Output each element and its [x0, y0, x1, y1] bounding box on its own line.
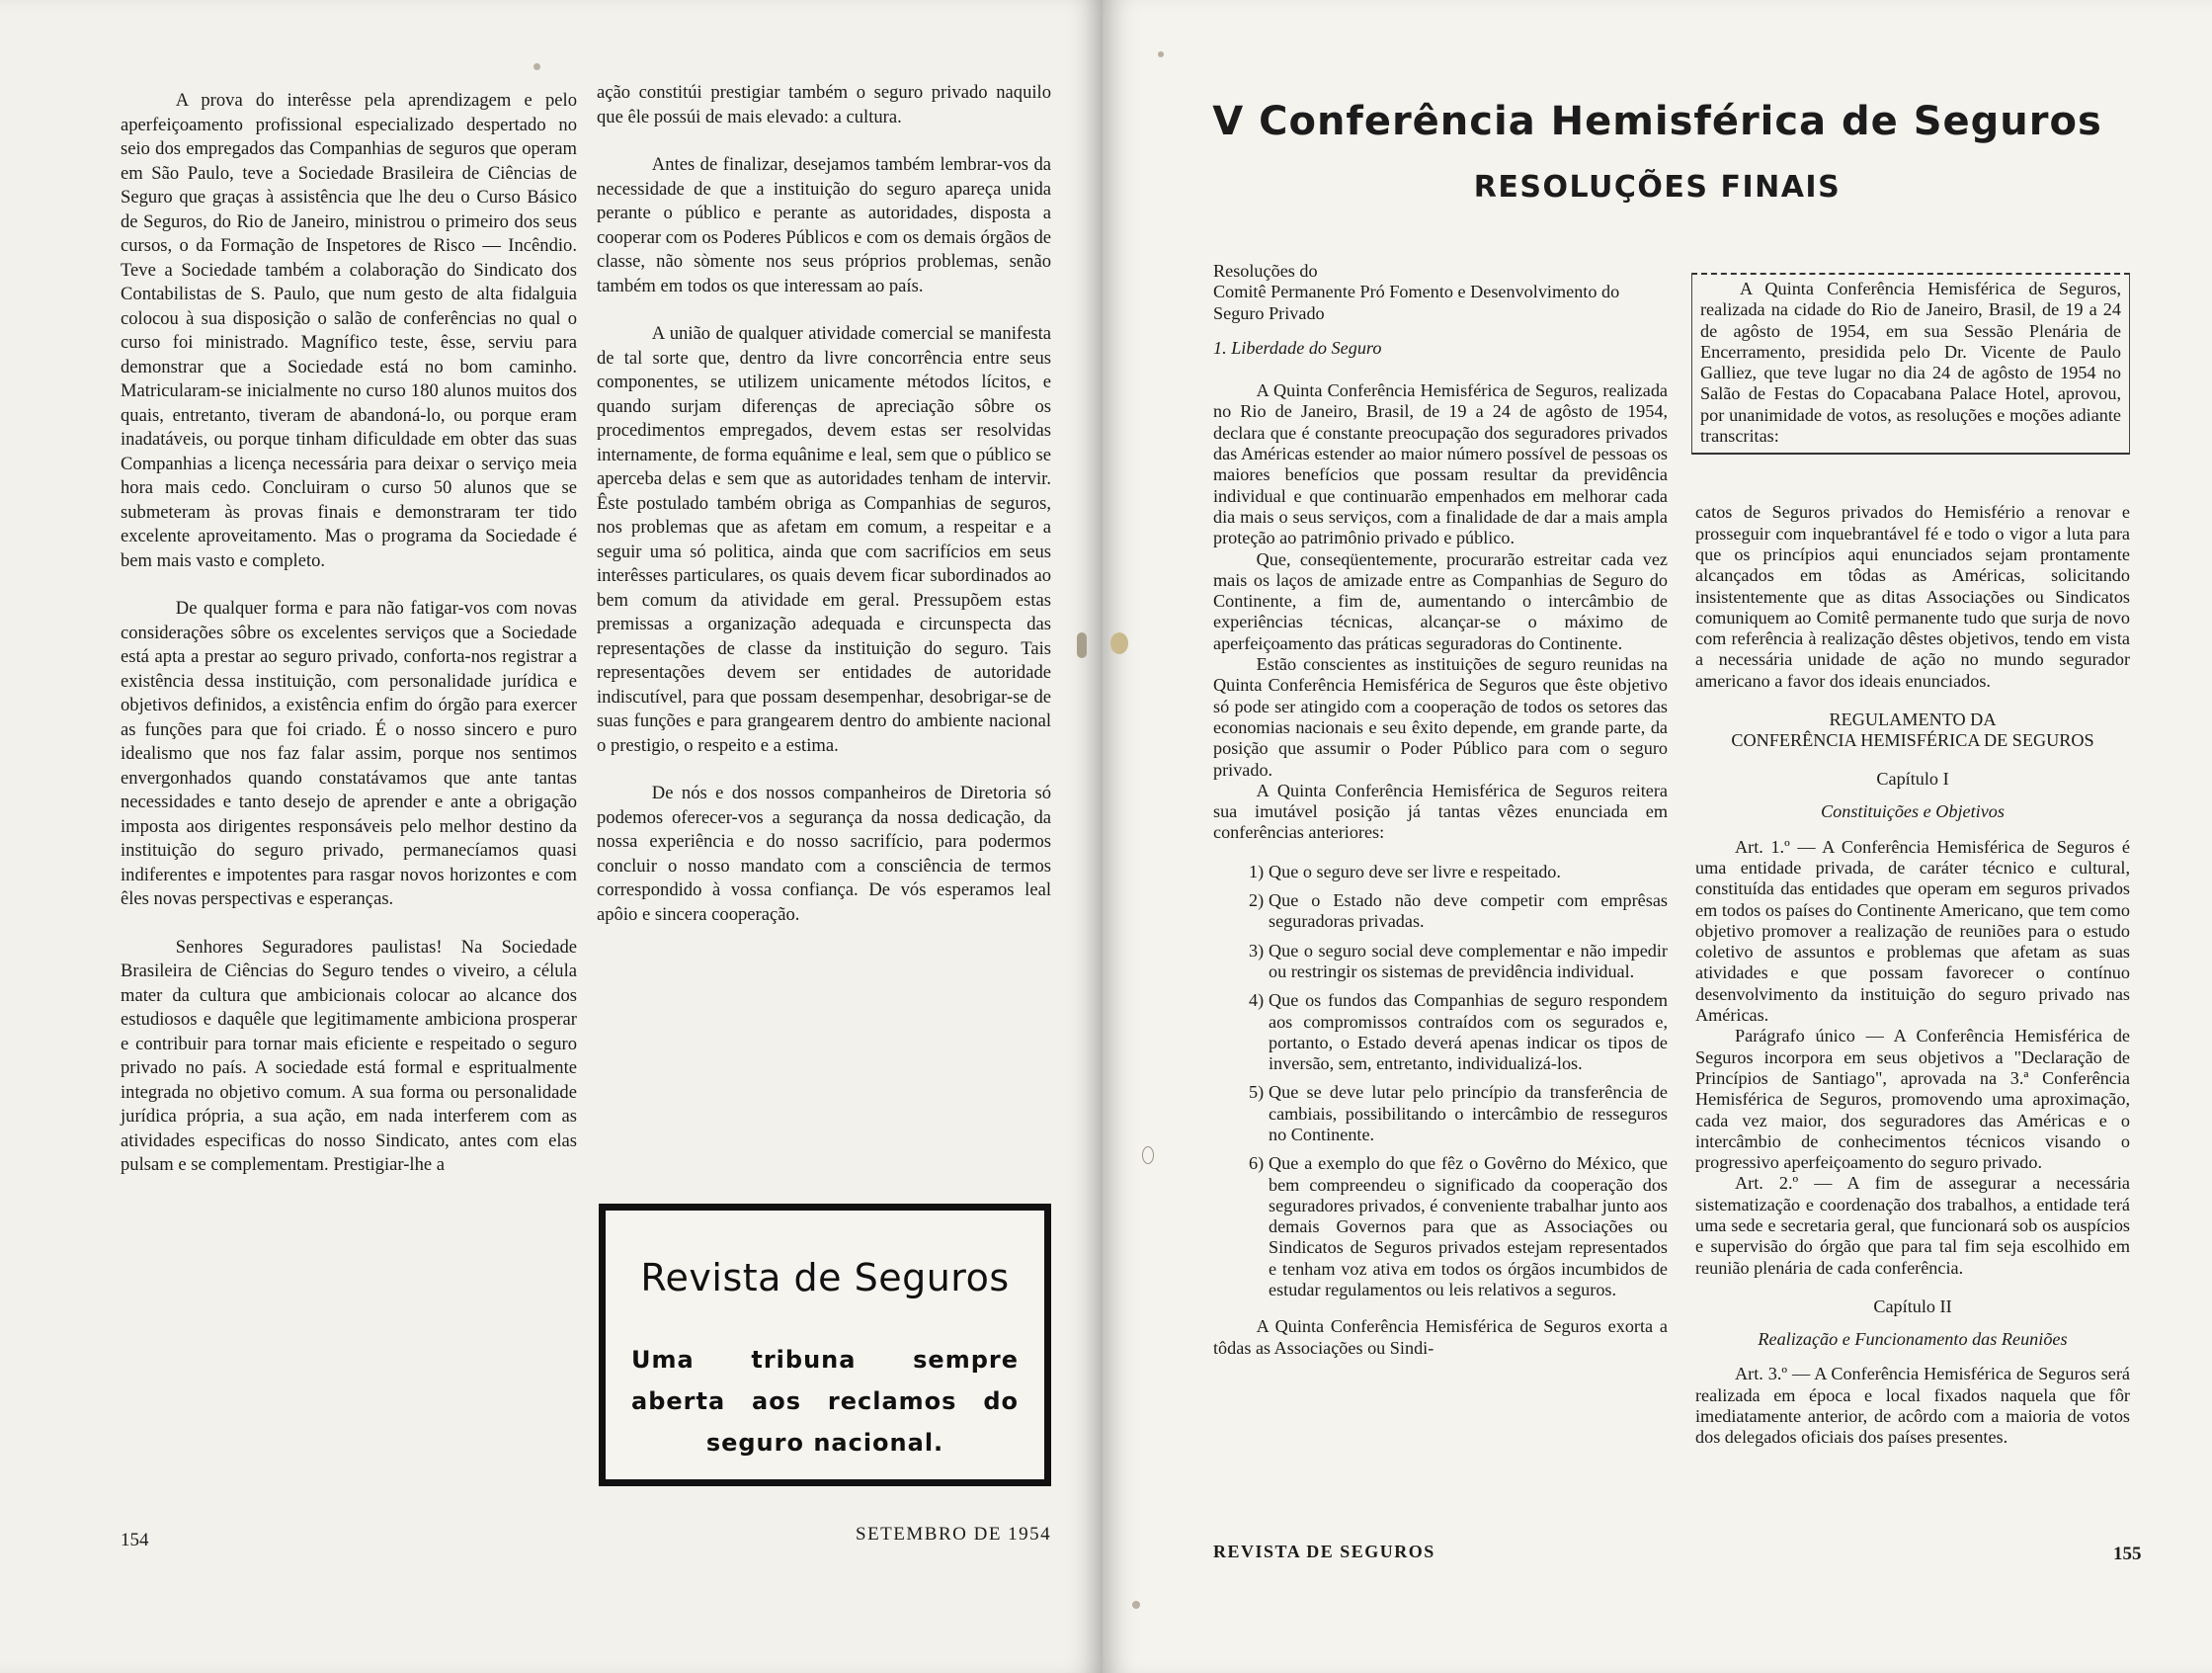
paper-speck: [533, 63, 540, 70]
list-number: 5): [1249, 1082, 1265, 1103]
advertisement-box: [599, 1204, 1051, 1486]
paper-speck: [1132, 1601, 1140, 1609]
paragraph: A prova do interêsse pela aprendizagem e pelo aperfeiçoamento profissional especializado despertado no seio dos empregados das Companhias de seguros que operam em São Paulo, teve a Sociedade Brasileira de Ciências de Seguro que graças à assistência que lhe deu o Curso Básico de Seguros, do Rio de Janeiro, ministrou o primeiro dos seus cursos, o da Formação de Inspetores de Risco — Incêndio. Teve a Sociedade também a colaboração do Sindicato dos Contabilistas de S. Paulo, que num gesto de alta fidalguia colocou à sua disposição o salão de conferências no qual o curso foi ministrado. Magnífico teste, êsse, serviu para demonstrar que a Sociedade está no bom caminho. Matricularam-se inicialmente no curso 180 alunos muitos dos quais, entretanto, tiveram de abandoná-lo, ou porque eram inadatáveis, ou porque tinham dificuldade em obter das suas Companhias a licença necessária para deixar o serviço meia hora mais cedo. Concluiram o curso 50 alunos que se submeteram às provas finais e demonstraram ter tido excelente aproveitamento. Mas o programa da Sociedade é bem mais vasto e completo.: [121, 90, 577, 571]
list-number: 1): [1249, 861, 1265, 881]
section-title: 1. Liberdade do Seguro: [1213, 337, 1382, 358]
paragraph: A união de qualquer atividade comercial se manifesta de tal sorte que, dentro da livre concorrência entre seus componentes, se utilizem unicamente métodos lícitos, e quando surjam diferenças de apreciação sôbre os procedimentos empregados, devem estas ser resolvidas internamente, de forma equânime e leal, sem que o público se aperceba delas e sem que as autoridades tenham de intervir. Êste postulado também obriga as Companhias de seguros, nos problemas que as afetam em comum, a respeitar e a seguir uma só politica, ainda que com sacrifícios em seus interêsses particulares, os quais devem ficar subordinados ao bem comum da atividade em geral. Pressupõem estas premissas a organização adequada e circunspecta das representações de classe da instituição do seguro. Tais representações devem ser entidades de autoridade indiscutível, para que possam desempenhar, desobrigar-se de suas funções e para grangearem dentro do ambiente nacional o prestigio, o respeito e a estima.: [597, 323, 1051, 756]
chapter-heading: Capítulo I: [1876, 769, 1949, 790]
list-item: [1213, 1153, 1668, 1300]
chapter-heading: Capítulo II: [1873, 1296, 1952, 1316]
boxed-text: A Quinta Conferência Hemisférica de Seguros, realizada na cidade do Rio de Janeiro, Brasil, de 19 a 24 de agôsto de 1954, em sua Sessão Plenária de Encerramento, presidida pelo Dr. Vicente de Paulo Galliez, que teve lugar no dia 24 de agôsto de 1954 no Salão de Festas do Copacabana Palace Hotel, aprovou, por unanimidade de votos, as resoluções e moções adiante transcritas:: [1700, 279, 2121, 447]
list-text: Que o seguro deve ser livre e respeitado.: [1269, 861, 1561, 881]
regulation-title-line1: REGULAMENTO DA: [1829, 710, 1997, 730]
page-subtitle: RESOLUÇÕES FINAIS: [1473, 170, 1842, 205]
paragraph: Art. 1.º — A Conferência Hemisférica de Seguros é uma entidade privada, de caráter técnico e cultural, constituída das entidades que operam em seguros privados em todos os países do Continente Americano, que tem como objetivo promover a realização de reuniões para o estudo coletivo de assuntos e problemas que afetam as suas atividades e que possam favorecer o contínuo desenvolvimento da instituição do seguro privado nas Américas.: [1695, 836, 2130, 1026]
committee-name: Comitê Permanente Pró Fomento e Desenvolvimento do Seguro Privado: [1213, 282, 1620, 323]
footer-date: SETEMBRO DE 1954: [856, 1524, 1052, 1545]
paragraph: Art. 3.º — A Conferência Hemisférica de Seguros será realizada em época e local fixados naquela que fôr imediatamente anterior, de acôrdo com a maioria de votos dos delegados oficiais dos países presentes.: [1695, 1364, 2130, 1448]
paragraph: Estão conscientes as instituições de seguro reunidas na Quinta Conferência Hemisférica de Seguros que êste objetivo só pode ser atingido com a cooperação de todos os setores das economias nacionais e seu êxito depende, em grande parte, da posição que assumir o Poder Público para com o seguro privado.: [1213, 654, 1668, 780]
paragraph: catos de Seguros privados do Hemisfério a renovar e prosseguir com inquebrantável fé e todo o vigor a luta para que os princípios aqui enunciados sejam prontamente alcançados em tôdas as Américas, solicitando insistentemente que as ditas Associações ou Sindicatos comuniquem ao Comitê permanente tudo que surja de novo com referência à realização dêstes objetivos, tendo em vista a necessária unidade de ação no mundo segurador americano a favor dos ideais enunciados.: [1695, 502, 2130, 691]
page-title: V Conferência Hemisférica de Seguros: [1212, 99, 2102, 144]
footer-magazine-name: REVISTA DE SEGUROS: [1213, 1542, 1435, 1561]
paragraph: Parágrafo único — A Conferência Hemisférica de Seguros incorpora em seus objetivos a "Declaração de Princípios de Santiago", aprovada na 3.ª Conferência Hemisférica de Seguros, promovendo uma aproximação, cada vez maior, dos seguradores das Américas e o intercâmbio de conhecimentos técnicos visando o progressivo aperfeiçoamento do seguro privado.: [1695, 1026, 2130, 1173]
paper-speck: [1077, 632, 1087, 658]
list-number: 3): [1249, 940, 1265, 961]
ad-slogan: Uma tribuna sempre aberta aos reclamos do seguro nacional.: [631, 1346, 1019, 1457]
left-column-1: [121, 89, 577, 1178]
paragraph: A Quinta Conferência Hemisférica de Seguros reitera sua imutável posição já tantas vêzes enunciada em conferências anteriores:: [1213, 780, 1668, 843]
list-text: Que os fundos das Companhias de seguro respondem aos compromissos contraídos com os segurados e, portanto, o Estado deverá apenas indicar os tipos de inversão, sem, entretanto, individualizá-los.: [1269, 990, 1668, 1074]
list-text: Que o seguro social deve complementar e não impedir ou restringir os sistemas de previdência individual.: [1269, 940, 1668, 981]
paragraph: Art. 2.º — A fim de assegurar a necessária sistematização e coordenação dos trabalhos, a entidade terá uma sede e secretaria geral, que funcionará sob os auspícios e supervisão do órgão que para tal fim seja escolhido em reunião plenária de cada conferência.: [1695, 1173, 2130, 1278]
right-page: [1103, 0, 2212, 1673]
paragraph: Que, conseqüentemente, procurarão estreitar cada vez mais os laços de amizade entre as Companhias de Seguro do Continente, a fim de, aumentando o intercâmbio de experiências técnicas, alcançar-se o máximo de aperfeiçoamento das práticas seguradoras do Continente.: [1213, 548, 1668, 653]
paragraph: ação constitúi prestigiar também o seguro privado naquilo que êle possúi de mais elevado: a cultura.: [597, 82, 1051, 127]
list-item: [1213, 1082, 1668, 1145]
left-page: [0, 0, 1103, 1673]
paragraph: A Quinta Conferência Hemisférica de Seguros, realizada no Rio de Janeiro, Brasil, de 19 a 24 de agôsto de 1954, declara que é constante preocupação dos seguradores privados das Américas estender ao maior número possível de pessoas os maiores benefícios que possam resultar da previdência individual e que continuarão empenhados em melhorar cada dia mais o seus serviços, com a finalidade de dar a mais ampla proteção ao patrimônio privado e público.: [1213, 380, 1668, 548]
page-number: 154: [121, 1530, 149, 1550]
paper-speck: [1158, 51, 1164, 57]
left-column-2: [597, 81, 1051, 927]
ad-title: Revista de Seguros: [640, 1256, 1010, 1299]
resolution-list: [1213, 862, 1668, 1301]
list-item: [1213, 990, 1668, 1074]
right-column-2: [1695, 273, 2130, 1449]
list-item: [1213, 890, 1668, 933]
list-number: 2): [1249, 890, 1265, 911]
paragraph: De qualquer forma e para não fatigar-vos com novas considerações sôbre os excelentes serviços que a Sociedade está apta a prestar ao seguro privado, conforta-nos registrar a existência dessa instituição, com personalidade jurídica e objetivos definidos, a existência enfim do órgão para exercer as funções para que foi criado. É o nosso sincero e puro idealismo que nos faz falar assim, porque nos sentimos envergonhados quando constatávamos que ante tantas necessidades e tanto desejo de aprender e ante a obrigação imposta aos dirigentes responsáveis pelo melhor destino da instituição do seguro privado, permanecíamos quasi indiferentes e impotentes para rasgar novos horizontes e com êles novas perspectivas e esperanças.: [121, 598, 577, 909]
list-text: Que o Estado não deve competir com emprêsas seguradoras privadas.: [1269, 890, 1668, 932]
chapter-subheading: Realização e Funcionamento das Reuniões: [1758, 1329, 2068, 1350]
page-number: 155: [2113, 1544, 2142, 1564]
committee-heading: Resoluções do: [1213, 261, 1318, 281]
paper-speck: [1142, 1146, 1154, 1164]
regulation-title-line2: CONFERÊNCIA HEMISFÉRICA DE SEGUROS: [1731, 730, 2094, 751]
paragraph: A Quinta Conferência Hemisférica de Seguros exorta a tôdas as Associações ou Sindi-: [1213, 1316, 1668, 1358]
paragraph: De nós e dos nossos companheiros de Diretoria só podemos oferecer-vos a segurança da nossa dedicação, da nossa experiência e do nosso sacrifício, para podermos concluir o nosso mandato com a consciência de termos correspondido à vossa confiança. De vós esperamos leal apôio e sincera cooperação.: [597, 783, 1051, 925]
list-item: [1213, 941, 1668, 983]
list-number: 4): [1249, 990, 1265, 1011]
list-item: [1213, 862, 1668, 882]
regulation-title: [1695, 710, 2130, 751]
paragraph: Senhores Seguradores paulistas! Na Sociedade Brasileira de Ciências do Seguro tendes o viveiro, a célula mater da cultura que ambicionais colocar ao alcance dos estudiosos e daquêle que legitimamente ambiciona prosperar e contribuir para tornar mais eficiente e respeitado o seguro privado no país. A sociedade está formal e espritualmente integrada no objetivo comum. A sua forma ou personalidade jurídica própria, a sua ação, em nada interferem com as atividades especificas do nosso Sindicato, antes com elas pulsam e se complementam. Prestigiar-lhe a: [121, 936, 577, 1175]
right-column-1: [1213, 261, 1668, 1359]
list-text: Que a exemplo do que fêz o Govêrno do México, que bem compreendeu o significado da cooperação dos seguradores privados, é conveniente trabalhar junto aos demais Governos para que as Associações ou Sindicatos de Seguros privados estejam representados e tenham voz ativa em todos os órgãos incumbidos de estudar regulamentos ou leis relativos a seguros.: [1269, 1153, 1668, 1300]
boxed-notice: [1691, 273, 2130, 455]
paragraph: Antes de finalizar, desejamos também lembrar-vos da necessidade de que a instituição do seguro apareça unida perante o público e perante as autoridades, disposta a cooperar com os Poderes Públicos e com os demais órgãos de classe, não sòmente nos seus próprios problemas, senão também em todos os que interessam ao país.: [597, 154, 1051, 296]
list-text: Que se deve lutar pelo princípio da transferência de cambiais, possibilitando o intercâmbio de resseguros no Continente.: [1269, 1082, 1668, 1144]
list-number: 6): [1249, 1153, 1265, 1174]
paper-speck: [1110, 632, 1128, 654]
chapter-subheading: Constituições e Objetivos: [1821, 801, 2005, 822]
